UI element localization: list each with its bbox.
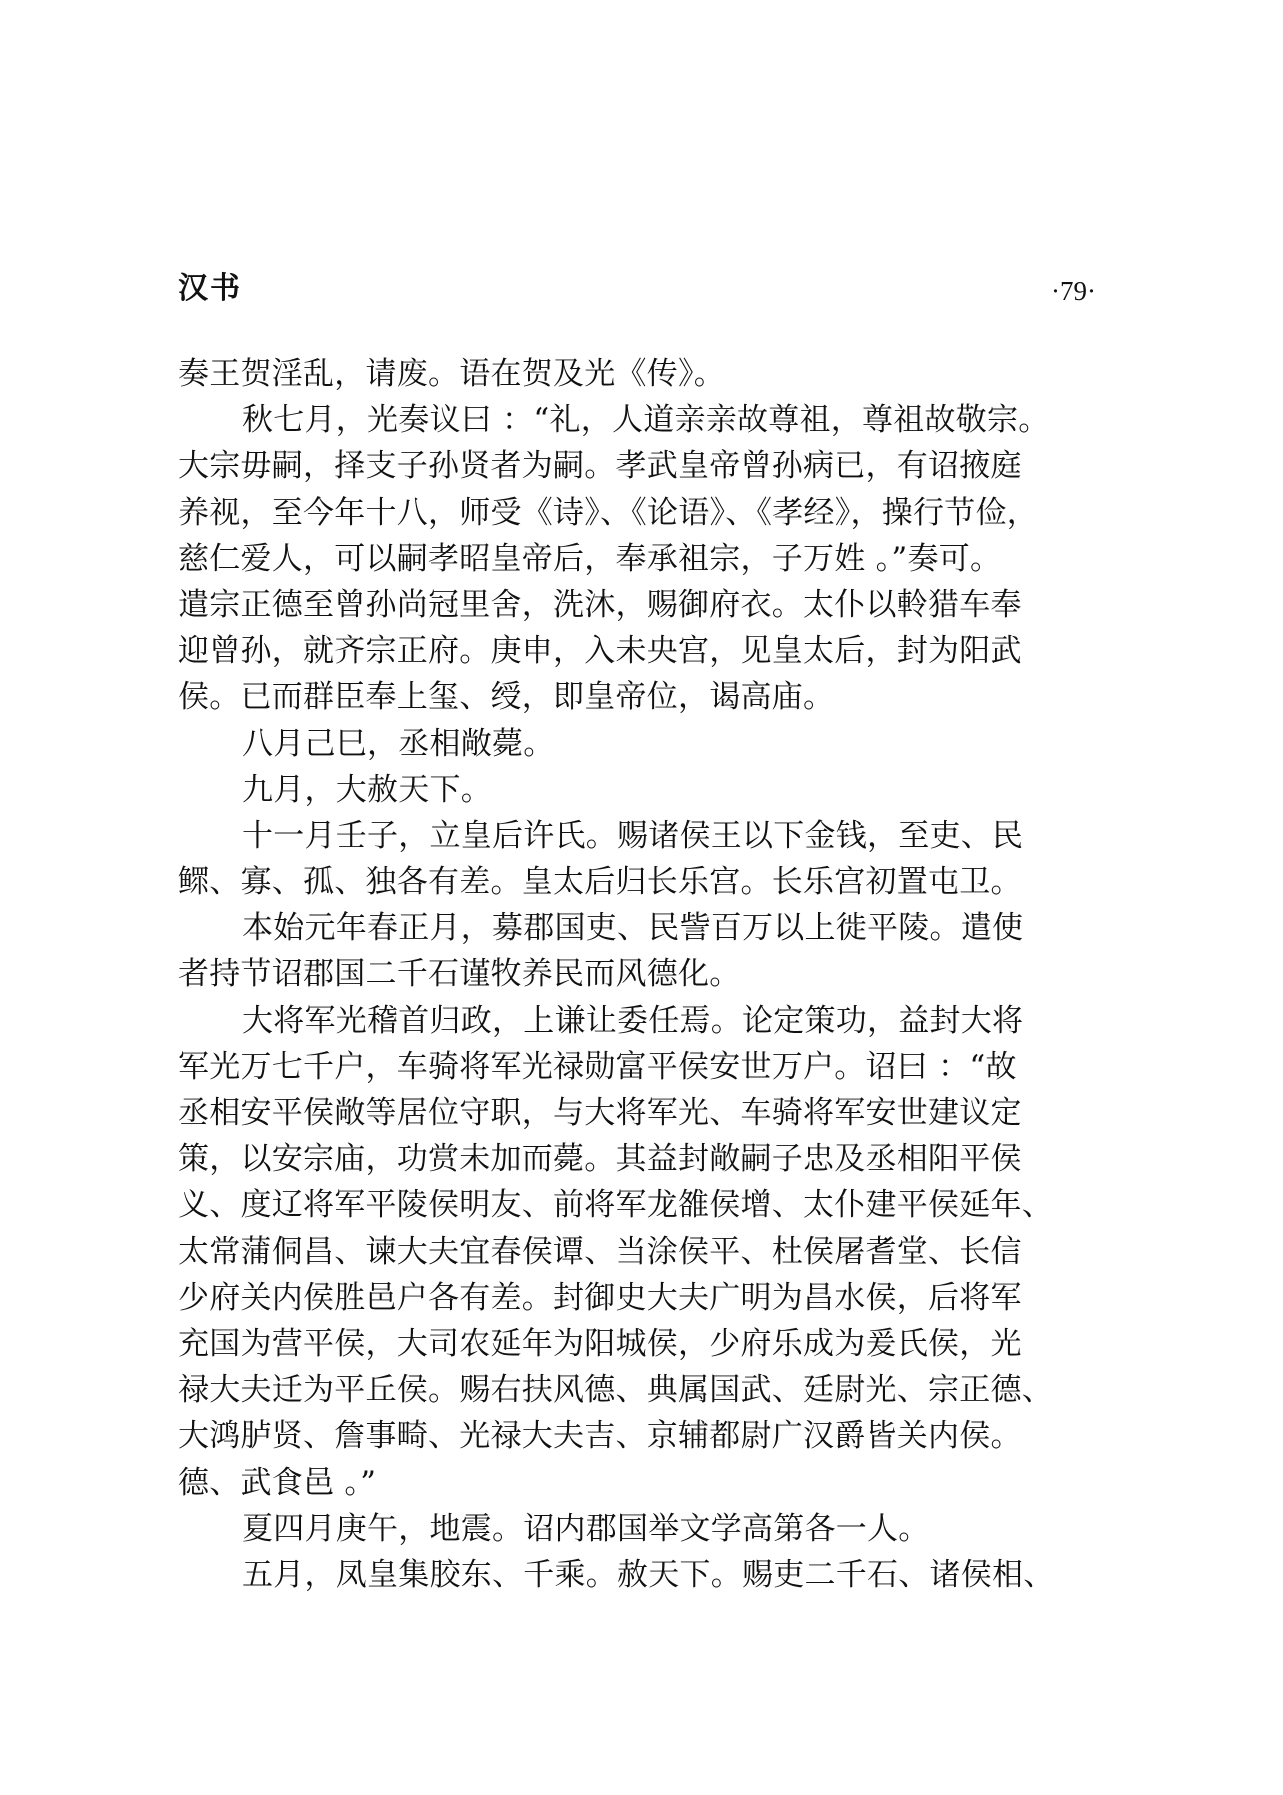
text-line: 军光万七千户，车骑将军光禄勋富平侯安世万户。诏曰 ：“故 — [178, 1048, 1017, 1085]
text-line: 秋七月，光奏议曰 ：“礼，人道亲亲故尊祖，尊祖故敬宗。 — [242, 402, 1050, 439]
paragraph-5 — [178, 813, 1260, 905]
paragraph-9 — [178, 1552, 1260, 1598]
text-line: 慈仁爱人，可以嗣孝昭皇帝后，奉承祖宗，子万姓 。”奏可。 — [178, 540, 1002, 577]
running-header-title: 汉书 — [178, 271, 242, 306]
text-line: 德、武食邑 。” — [178, 1464, 377, 1501]
text-line: 养视，至今年十八，师受《诗》、《论语》、《孝经》，操行节俭， — [178, 494, 1038, 531]
paragraph-3 — [178, 721, 1260, 767]
text-line: 奏王贺淫乱，请废。语在贺及光《传》。 — [178, 356, 725, 392]
paragraph-1 — [178, 351, 1260, 397]
text-line: 侯。已而群臣奉上玺、绶，即皇帝位，谒高庙。 — [178, 679, 835, 716]
text-line: 迎曾孙，就齐宗正府。庚申，入未央宫，见皇太后，封为阳武 — [178, 633, 1022, 670]
text-line: 九月，大赦天下。 — [242, 771, 492, 808]
paragraph-7 — [178, 998, 1260, 1506]
text-line: 十一月壬子，立皇后许氏。赐诸侯王以下金钱，至吏、民 — [242, 817, 1024, 854]
text-line: 丞相安平侯敞等居位守职，与大将军光、车骑将军安世建议定 — [178, 1095, 1022, 1131]
paragraph-4 — [178, 767, 1260, 813]
body-text — [178, 351, 1260, 1598]
paragraph-6 — [178, 905, 1260, 997]
text-line: 夏四月庚午，地震。诏内郡国举文学高第各一人。 — [242, 1510, 930, 1547]
paragraph-8 — [178, 1506, 1260, 1552]
text-line: 太常蒲侗昌、谏大夫宜春侯谭、当涂侯平、杜侯屠耆堂、长信 — [178, 1233, 1022, 1270]
text-line: 鳏、寡、孤、独各有差。皇太后归长乐宫。长乐宫初置屯卫。 — [178, 864, 1022, 901]
text-line: 本始元年春正月，募郡国吏、民訾百万以上徙平陵。遣使 — [242, 910, 1024, 947]
paragraph-2 — [178, 397, 1260, 720]
text-line: 大宗毋嗣，择支子孙贤者为嗣。孝武皇帝曾孙病已，有诏掖庭 — [178, 448, 1022, 485]
text-line: 者持节诏郡国二千石谨牧养民而风德化。 — [178, 956, 741, 993]
text-line: 遣宗正德至曾孙尚冠里舍，洗沐，赐御府衣。太仆以軨猎车奉 — [178, 586, 1022, 623]
page-number: ·79· — [1051, 276, 1096, 306]
text-line: 五月，凤皇集胶东、千乘。赦天下。赐吏二千石、诸侯相、 — [242, 1556, 1055, 1593]
text-line: 充国为营平侯，大司农延年为阳城侯，少府乐成为爰氏侯，光 — [178, 1325, 1022, 1362]
text-line: 大将军光稽首归政，上谦让委任焉。论定策功，益封大将 — [242, 1002, 1024, 1039]
text-line: 少府关内侯胜邑户各有差。封御史大夫广明为昌水侯，后将军 — [178, 1279, 1022, 1316]
text-line: 八月己巳，丞相敞薨。 — [242, 725, 555, 762]
text-line: 禄大夫迁为平丘侯。赐右扶风德、典属国武、廷尉光、宗正德、 — [178, 1372, 1053, 1409]
text-line: 义、度辽将军平陵侯明友、前将军龙雒侯增、太仆建平侯延年、 — [178, 1187, 1053, 1224]
text-line: 大鸿胪贤、詹事畸、光禄大夫吉、京辅都尉广汉爵皆关内侯。 — [178, 1418, 1022, 1455]
text-line: 策，以安宗庙，功赏未加而薨。其益封敞嗣子忠及丞相阳平侯 — [178, 1141, 1022, 1178]
